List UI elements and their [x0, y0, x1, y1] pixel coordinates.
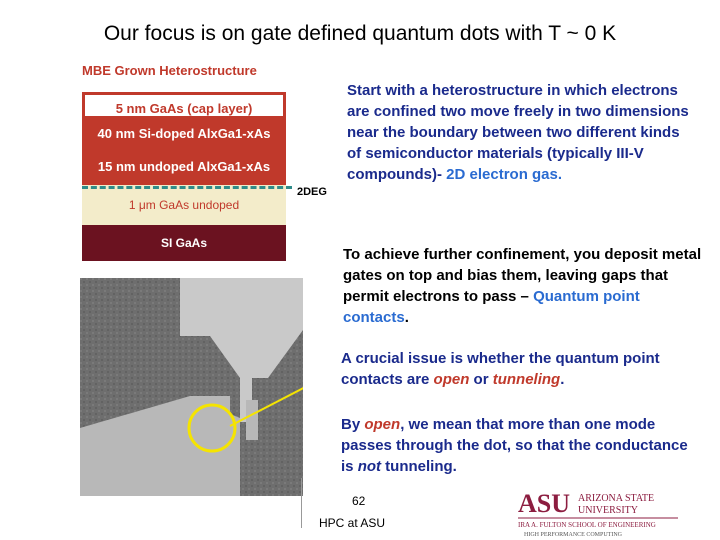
para4-by: By — [341, 416, 365, 433]
asu-logo — [518, 490, 678, 538]
para3-a: A crucial issue is whether the quantum point contacts are — [341, 350, 660, 388]
para3-end: . — [560, 371, 565, 388]
paragraph-gates — [343, 244, 703, 328]
asu-logo-abbr: ASU — [518, 490, 571, 518]
footer-label: HPC at ASU — [319, 516, 386, 530]
heterostructure-title: MBE Grown Heterostructure — [82, 63, 257, 78]
layer-cap: 5 nm GaAs (cap layer) — [82, 92, 286, 119]
paragraph-heterostructure — [347, 80, 697, 185]
sem-micrograph — [80, 278, 303, 496]
para4-open: open — [364, 416, 401, 433]
page-number: 62 — [352, 494, 366, 508]
para2-end: . — [404, 309, 409, 326]
para4-mid: , we mean that more than one mode passes through the dot, so that the conductance is — [341, 416, 688, 475]
para3-open: open — [433, 371, 470, 388]
layer-si-gaas: SI GaAs — [82, 225, 286, 261]
2deg-dashed-line — [82, 186, 292, 189]
para1-text: Start with a heterostructure in which electrons are confined two move freely in two dimensions near the boundary between two different kinds of semiconductor materials (typically III-V compounds)- — [347, 82, 689, 183]
lower-finger-right — [246, 400, 258, 440]
layer-si-doped: 40 nm Si-doped AlxGa1-xAs — [82, 119, 286, 149]
para2-text: To achieve further confinement, you deposit metal gates on top and bias them, leaving gaps that permit electrons to pass – — [343, 246, 702, 305]
para4-end: tunneling. — [381, 458, 457, 475]
asu-logo-line4: HIGH PERFORMANCE COMPUTING — [524, 532, 623, 538]
layer-undoped-algaas: 15 nm undoped AlxGa1-xAs — [82, 149, 286, 185]
layer-gaas-undoped: 1 μm GaAs undoped — [82, 185, 286, 225]
para3-tunneling: tunneling — [492, 371, 561, 388]
paragraph-open-definition — [341, 414, 701, 477]
para3-or: or — [469, 371, 493, 388]
para1-highlight: 2D electron gas. — [446, 166, 563, 183]
2deg-label: 2DEG — [297, 186, 327, 198]
asu-logo-line2: UNIVERSITY — [578, 505, 638, 516]
asu-logo-line3: IRA A. FULTON SCHOOL OF ENGINEERING — [518, 521, 656, 529]
paragraph-crucial-issue — [341, 348, 701, 390]
para4-not: not — [357, 458, 382, 475]
para2-highlight: Quantum point contacts — [343, 288, 640, 326]
slide-title: Our focus is on gate defined quantum dots with T ~ 0 K — [103, 22, 617, 45]
asu-logo-line1: ARIZONA STATE — [578, 493, 655, 504]
footer-divider — [301, 478, 302, 528]
